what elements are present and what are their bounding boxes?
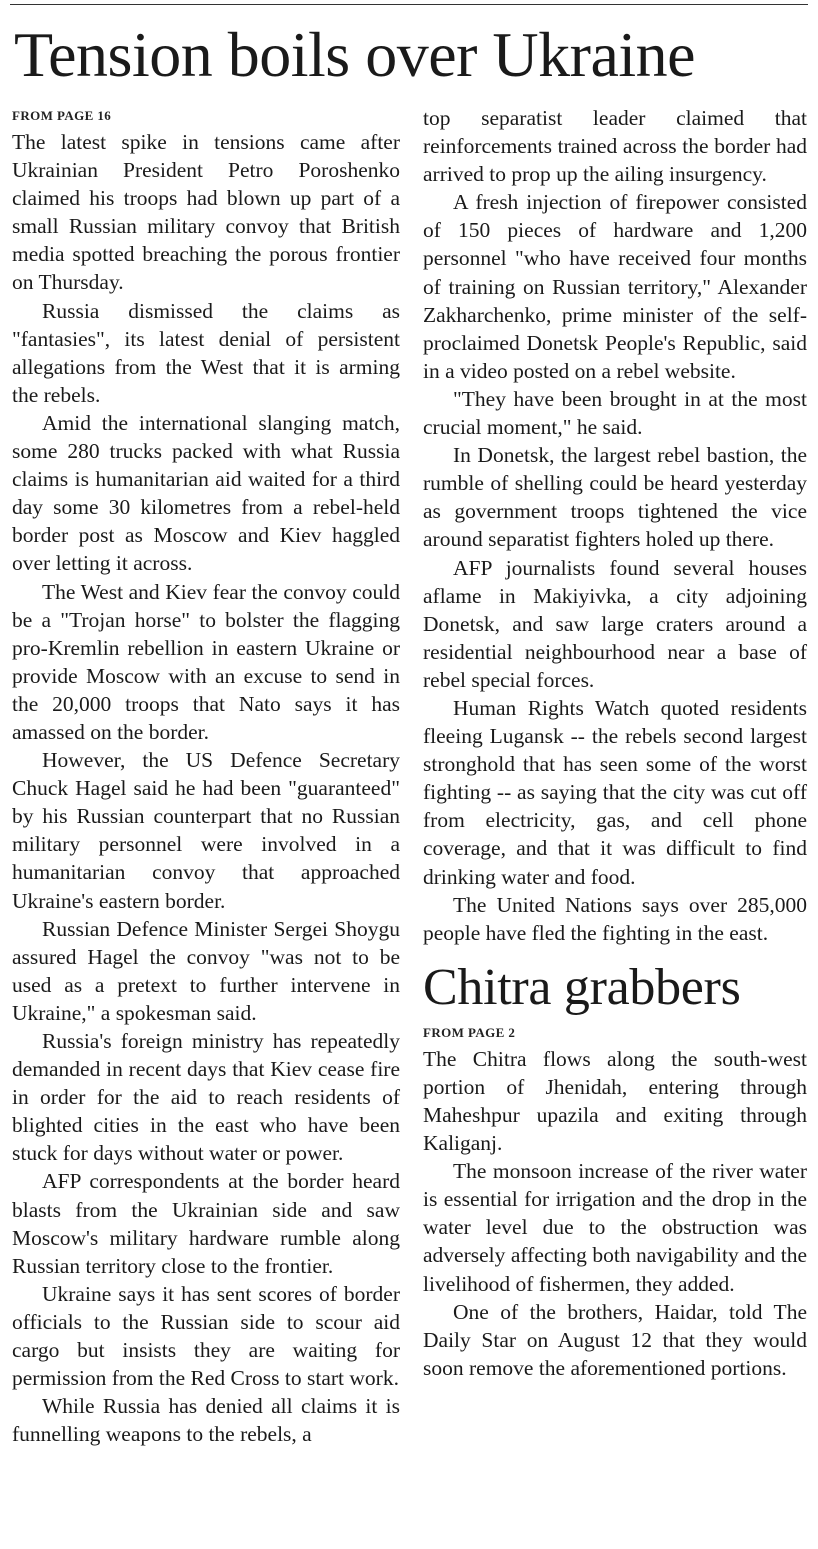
article-paragraph: Russian Defence Minister Sergei Shoygu assured Hagel the convoy "was not to be used as a pretext to further intervene in Ukraine," a spokesman said.: [12, 916, 400, 1025]
article-paragraph: AFP journalists found several houses aflame in Makiyivka, a city adjoining Donetsk, and saw large craters around a residential neighbourhood near a base of rebel special forces.: [423, 555, 807, 692]
article-paragraph: top separatist leader claimed that reinforcements trained across the border had arrived to prop up the ailing insurgency.: [423, 106, 807, 187]
article-paragraph: AFP correspondents at the border heard blasts from the Ukrainian side and saw Moscow's military hardware rumble along Russian territory close to the frontier.: [12, 1169, 400, 1278]
article-paragraph: Russia's foreign ministry has repeatedly demanded in recent days that Kiev cease fire in order for the aid to reach residents of blighted cities in the east who have been stuck for days without water or power.: [12, 1029, 400, 1166]
article-paragraph: One of the brothers, Haidar, told The Daily Star on August 12 that they would soon remove the aforementioned portions.: [423, 1299, 807, 1380]
article-paragraph: The latest spike in tensions came after Ukrainian President Petro Poroshenko claimed his troops had blown up part of a small Russian military convoy that British media spotted breaching the porous frontier on Thursday.: [12, 130, 400, 295]
right-column: [423, 104, 807, 1382]
article-paragraph: Amid the international slanging match, some 280 trucks packed with what Russia claims is humanitarian aid waited for a third day some 30 kilometres from a rebel-held border post as Moscow and Kiev haggled over letting it across.: [12, 410, 400, 576]
article-paragraph: A fresh injection of firepower consisted of 150 pieces of hardware and 1,200 personnel "who have received four months of training on Russian territory," Alexander Zakharchenko, prime minister of the self-proclaimed Donetsk People's Republic, said in a video posted on a rebel website.: [423, 190, 807, 383]
top-rule: [10, 4, 808, 5]
article-paragraph: The Chitra flows along the south-west portion of Jhenidah, entering through Maheshpur upazila and exiting through Kaliganj.: [423, 1046, 807, 1156]
article-paragraph: Human Rights Watch quoted residents fleeing Lugansk -- the rebels second largest stronghold that has seen some of the worst fighting -- as saying that the city was cut off from electricity, gas, and cell phone coverage, and that it was difficult to find drinking water and food.: [423, 695, 807, 889]
left-column: [12, 104, 400, 1448]
article-paragraph: The monsoon increase of the river water is essential for irrigation and the drop in the water level due to the obstruction was adversely affecting both navigability and the livelihood of fishermen, they added.: [423, 1159, 807, 1296]
article-paragraph: Russia dismissed the claims as "fantasies", its latest denial of persistent allegations from the West that it is arming the rebels.: [12, 298, 400, 407]
article-paragraph: However, the US Defence Secretary Chuck Hagel said he had been "guaranteed" by his Russian counterpart that no Russian military personnel were involved in a humanitarian convoy that approached Ukraine's eastern border.: [12, 748, 400, 913]
article-paragraph: The United Nations says over 285,000 people have fled the fighting in the east.: [423, 892, 807, 945]
article-paragraph: Ukraine says it has sent scores of border officials to the Russian side to scour aid cargo but insists they are waiting for permission from the Red Cross to start work.: [12, 1281, 400, 1391]
second-headline: Chitra grabbers: [423, 958, 741, 1016]
article-paragraph: The West and Kiev fear the convoy could be a "Trojan horse" to bolster the flagging pro-Kremlin rebellion in eastern Ukraine or provide Moscow with an excuse to send in the 20,000 troops that Nato says it has amassed on the border.: [12, 579, 400, 744]
article-paragraph: While Russia has denied all claims it is funnelling weapons to the rebels, a: [12, 1394, 400, 1447]
main-kicker: FROM PAGE 16: [12, 108, 112, 123]
main-headline: Tension boils over Ukraine: [14, 19, 696, 90]
article-paragraph: In Donetsk, the largest rebel bastion, the rumble of shelling could be heard yesterday as government troops tightened the vice around separatist fighters holed up there.: [423, 443, 807, 552]
article-paragraph: "They have been brought in at the most crucial moment," he said.: [423, 386, 807, 440]
second-kicker: FROM PAGE 2: [423, 1024, 516, 1040]
